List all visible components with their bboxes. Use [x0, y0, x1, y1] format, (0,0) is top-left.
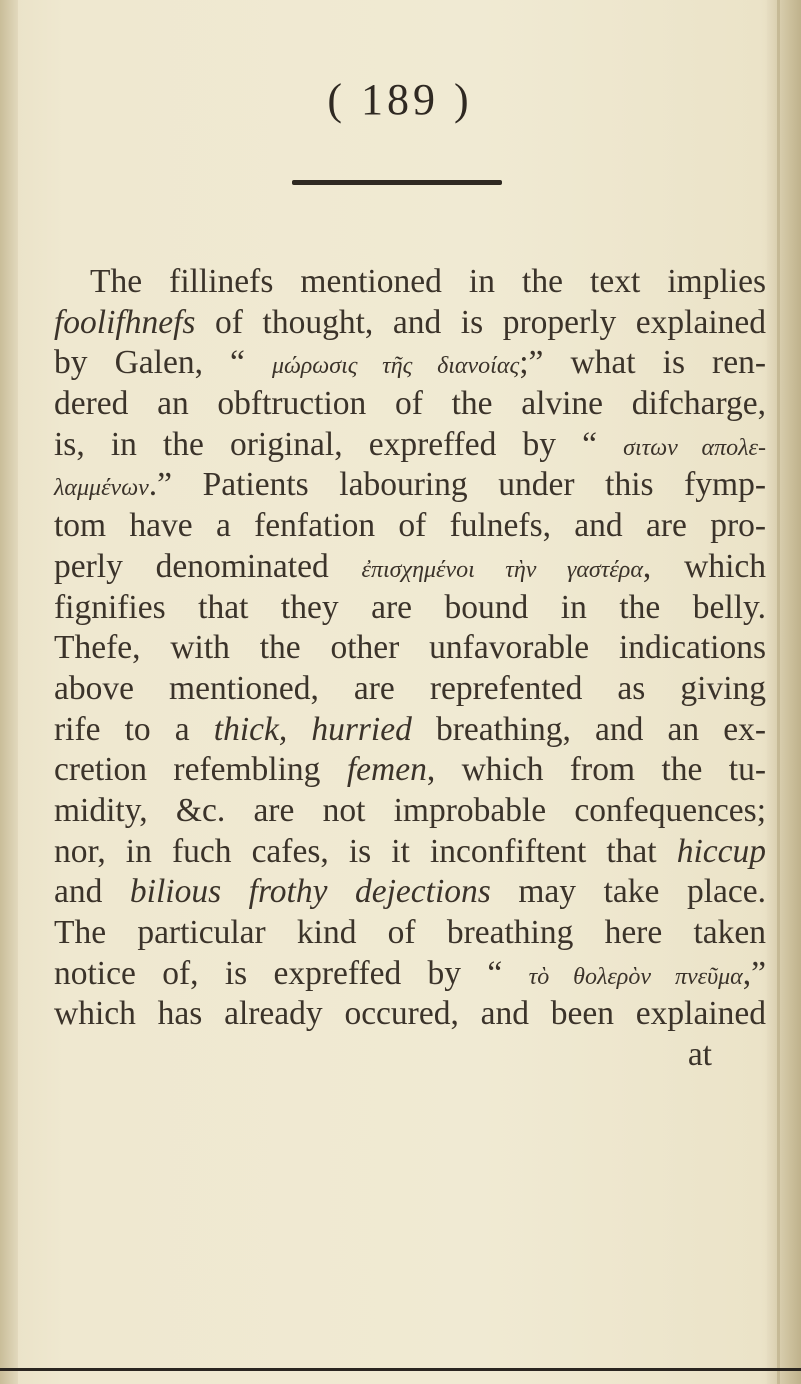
bottom-rule	[0, 1368, 801, 1371]
text-segment: above mentioned, are reprefented as giving	[54, 669, 766, 707]
italic-text: thick, hurried	[213, 710, 412, 748]
text-segment: breathing, and an ex-	[411, 710, 766, 748]
text-line	[54, 547, 766, 588]
text-line	[54, 791, 766, 832]
body-text	[54, 262, 766, 1076]
text-segment: cretion refembling	[54, 751, 347, 789]
text-line	[54, 669, 766, 710]
text-line	[54, 262, 766, 303]
greek-text: λαμμένων	[54, 475, 149, 502]
text-line	[54, 872, 766, 913]
text-line	[54, 425, 766, 466]
text-segment: which has already occured, and been explained	[54, 995, 766, 1033]
page-number: ( 189 )	[327, 75, 473, 124]
italic-text: hiccup	[676, 832, 766, 870]
text-segment: ;” what is ren-	[519, 344, 766, 382]
text-line	[54, 384, 766, 425]
text-segment: dered an obftruction of the alvine difcharge,	[54, 385, 766, 423]
text-segment: rife to a	[54, 710, 214, 748]
text-line	[54, 994, 766, 1035]
text-segment: Thefe, with the other unfavorable indications	[54, 629, 766, 667]
greek-text: σιτων απολε-	[623, 434, 766, 461]
catchword: at	[687, 1036, 712, 1074]
text-segment: tom have a fenfation of fulnefs, and are pro-	[54, 507, 766, 545]
text-line	[54, 954, 766, 995]
text-line	[54, 343, 766, 384]
text-line	[54, 506, 766, 547]
text-segment: is, in the original, expreffed by “	[54, 425, 624, 463]
text-segment: of thought, and is properly explained	[195, 303, 766, 341]
text-segment: by Galen, “	[54, 344, 272, 382]
text-segment: notice of, is expreffed by “	[54, 954, 529, 992]
page-right-edge	[767, 0, 801, 1384]
text-segment: , which from the tu-	[426, 751, 766, 789]
text-segment: The fillinefs mentioned in the text implies	[90, 263, 766, 300]
text-line	[54, 750, 766, 791]
greek-text: ἐπισχημένοι τὴν γαστέρα	[361, 556, 643, 583]
text-segment: may take place.	[490, 873, 766, 911]
text-segment: fignifies that they are bound in the belly.	[54, 588, 766, 626]
text-segment: perly denominated	[54, 547, 362, 585]
header-rule	[292, 180, 502, 185]
greek-text: μώρωσις τῆς διανοίας	[271, 353, 520, 380]
text-segment: The particular kind of breathing here taken	[54, 914, 766, 951]
text-line	[54, 303, 766, 344]
text-segment: .” Patients labouring under this fymp-	[148, 466, 766, 504]
text-line	[54, 832, 766, 873]
text-line	[54, 628, 766, 669]
text-segment: and	[54, 873, 130, 911]
text-line	[54, 588, 766, 629]
text-segment: , which	[642, 547, 766, 585]
italic-text: femen	[346, 751, 427, 789]
text-segment: midity, &c. are not improbable confequences;	[54, 791, 766, 829]
text-segment: nor, in fuch cafes, is it inconfiftent that	[54, 832, 677, 870]
page-left-edge	[0, 0, 18, 1384]
text-line	[54, 710, 766, 751]
italic-text: foolifhnefs	[54, 303, 196, 341]
greek-text: τὸ θολερὸν πνεῦμα	[528, 963, 743, 990]
text-line	[54, 465, 766, 506]
text-segment: ,”	[742, 954, 766, 992]
text-line	[54, 913, 766, 954]
italic-text: bilious frothy dejections	[129, 873, 491, 911]
